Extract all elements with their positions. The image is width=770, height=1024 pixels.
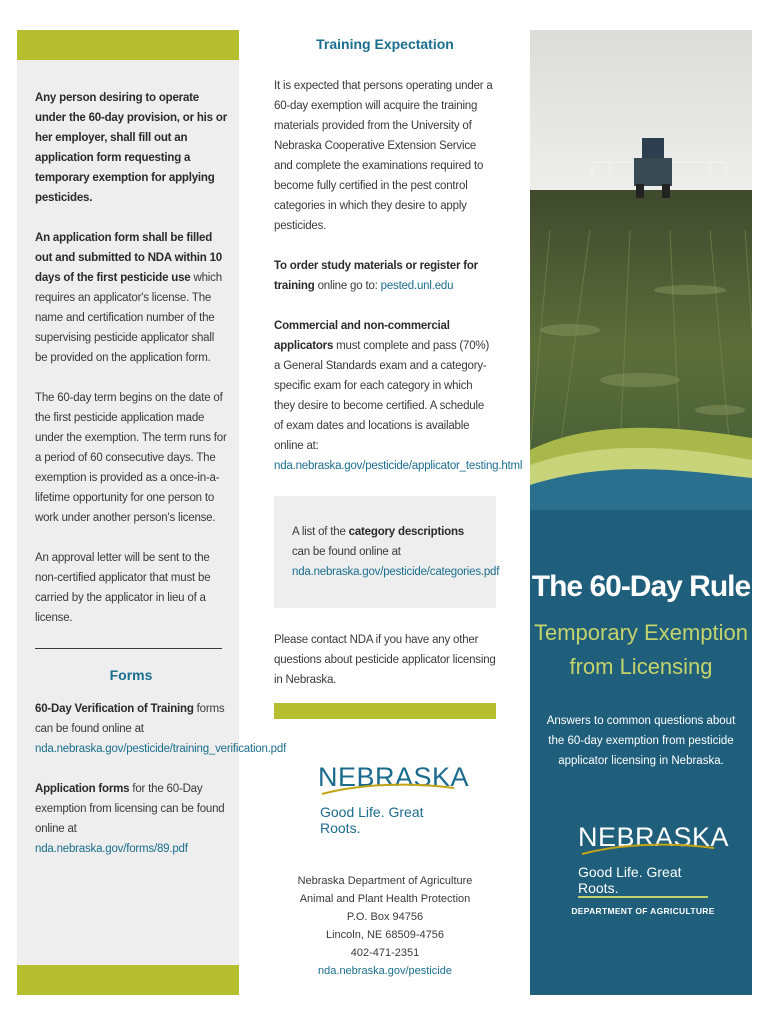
callout-mid: can be found online at [292,546,401,558]
middle-body [274,76,523,690]
order-rest: online go to: [314,280,381,292]
website-link[interactable]: nda.nebraska.gov/pesticide [318,965,452,977]
approval-paragraph: An approval letter will be sent to the non-certified applicator that must be carried by the applicator in lieu of a license. [35,552,211,624]
order-bold: To order study materials or register for training [274,260,478,292]
section-divider [35,648,222,649]
application-rest: which requires an applicator's license. The name and certification number of the supervising pesticide applicator shall be provided on the application form. [35,272,222,364]
cover-panel [530,30,752,995]
crop-sprayer-photo [530,30,752,510]
application-bold: An application form shall be filled out and submitted to NDA within 10 days of the first pesticide use [35,232,222,284]
provision-paragraph: Any person desiring to operate under the 60-day provision, or his or her employer, shall fill out an application form requesting a temporary exemption for applying pesticides. [35,92,227,204]
cover-logo-rule [578,896,708,898]
address-line: 402-471-2351 [350,947,420,959]
application-paragraph [35,228,227,368]
left-top-accent-bar [17,30,239,60]
left-panel [17,30,287,995]
logo-swoosh-icon [320,780,456,798]
middle-accent-bar [274,703,496,719]
order-paragraph [274,256,496,296]
application-form-rest: for the 60-Day exemption from licensing can be found online at [35,783,225,835]
exam-bold: Commercial and non-commercial applicators [274,320,450,352]
category-callout-text [292,522,500,582]
cover-subtitle-line-2: from Licensing [569,654,713,679]
address-line: Animal and Plant Health Protection [299,893,471,905]
address-line: Nebraska Department of Agriculture [297,875,473,887]
nebraska-logo [318,762,470,836]
verification-form-rest: forms can be found online at [35,703,225,735]
applicator-testing-link[interactable]: nda.nebraska.gov/pesticide/applicator_testing.html [274,460,523,472]
exam-paragraph [274,316,523,476]
cover-subtitle-line-1: Temporary Exemption [534,620,748,645]
term-paragraph: The 60-day term begins on the date of the first pesticide application made under the exemption. The term runs for a period of 60 consecutive days. The exemption is provided as a once-in-a-lifetime opportunity for one person to work under another person's license. [35,392,227,524]
cover-description: Answers to common questions about the 60-day exemption from pesticide applicator licensing in Nebraska. [546,715,736,767]
cover-logo-swoosh-icon [580,840,716,858]
cover-logo-tagline: Good Life. Great Roots. [578,864,682,896]
address-line: Lincoln, NE 68509-4756 [325,929,445,941]
logo-wordmark: NEBRASKA [318,762,470,792]
pested-link[interactable]: pested.unl.edu [380,280,454,292]
categories-link[interactable]: nda.nebraska.gov/pesticide/categories.pdf [292,566,500,578]
callout-bold: category descriptions [348,526,464,538]
application-form-bold: Application forms [35,783,130,795]
cover-title: The 60-Day Rule [531,570,751,603]
address-block [274,872,496,980]
cover-logo-wordmark: NEBRASKA [578,822,730,852]
cover-nebraska-logo [578,822,730,896]
logo-tagline: Good Life. Great Roots. [320,804,424,836]
contact-paragraph: Please contact NDA if you have any other questions about pesticide applicator licensing in Nebraska. [274,634,496,686]
verification-form-link[interactable]: nda.nebraska.gov/pesticide/training_verification.pdf [35,743,287,755]
left-content [35,88,287,879]
middle-panel [274,30,523,710]
left-bottom-accent-bar [17,965,239,995]
address-line: P.O. Box 94756 [346,911,424,923]
department-label: DEPARTMENT OF AGRICULTURE [571,906,715,916]
cover-subtitle [530,616,752,684]
training-paragraph: It is expected that persons operating under a 60-day exemption will acquire the training materials provided from the University of Nebraska Cooperative Extension Service and complete the examinations required to become fully certified in the pest control categories in which they desire to apply pesticides. [274,80,493,232]
category-callout-box [274,496,500,608]
training-heading: Training Expectation [316,36,454,52]
application-form-paragraph [35,779,227,859]
forms-heading: Forms [109,667,153,683]
callout-pre: A list of the [292,526,349,538]
verification-form-bold: 60-Day Verification of Training [35,703,194,715]
exam-rest: must complete and pass (70%) a General Standards exam and a category-specific exam for each category in which they desire to become certified. A schedule of exam dates and locations is available online at: [274,340,490,452]
application-form-link[interactable]: nda.nebraska.gov/forms/89.pdf [35,843,188,855]
verification-form-paragraph [35,699,287,759]
